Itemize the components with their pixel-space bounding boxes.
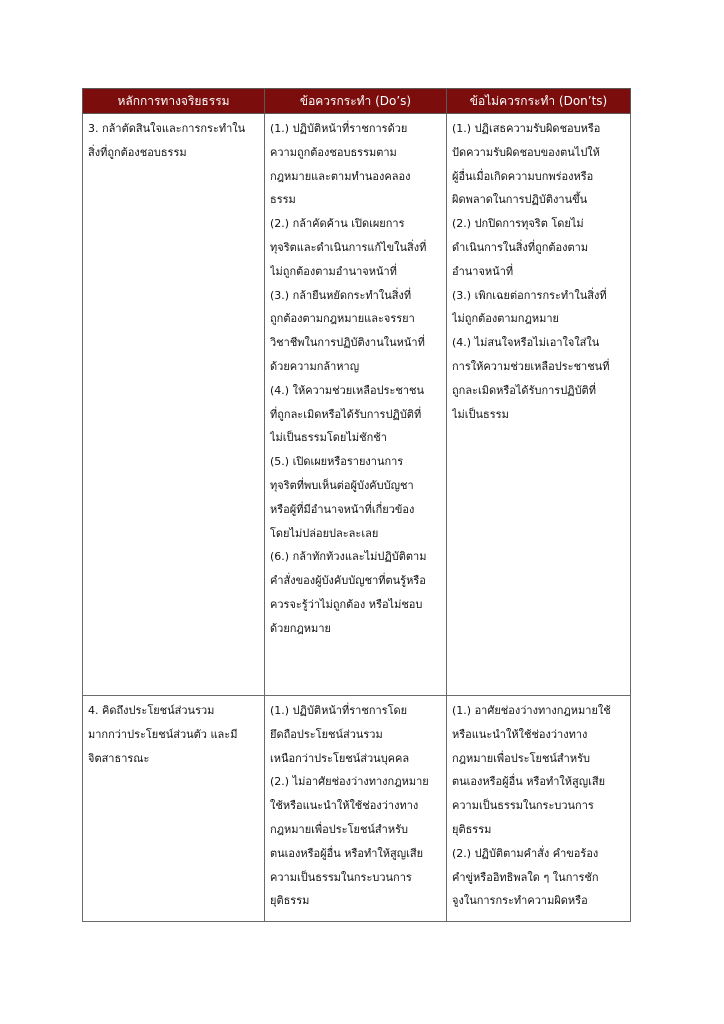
text-line: อำนาจหน้าที่	[452, 264, 514, 278]
table-header-row	[83, 89, 631, 114]
text-line: ที่ถูกละเมิดหรือได้รับการปฏิบัติที่	[270, 407, 422, 421]
text-line: ผิดพลาดในการปฏิบัติงานขึ้น	[452, 193, 588, 207]
text-line: (2.) กล้าคัดค้าน เปิดเผยการ	[270, 217, 405, 231]
text-line: (2.) ปฏิบัติตามคำสั่ง คำขอร้อง	[452, 846, 599, 860]
text-line: ผู้อื่นเมื่อเกิดความบกพร่องหรือ	[452, 169, 594, 183]
text-line: ตนเองหรือผู้อื่น หรือทำให้สูญเสีย	[270, 846, 424, 860]
text-line: (2.) ไม่อาศัยช่องว่างทางกฎหมาย	[270, 775, 429, 789]
principle-cell	[83, 696, 265, 922]
text-line: (2.) ปกปิดการทุจริต โดยไม่	[452, 217, 584, 231]
text-line: คำสั่งของผู้บังคับบัญชาที่ตนรู้หรือ	[270, 574, 426, 588]
text-line: ไม่เป็นธรรมโดยไม่ชักช้า	[270, 431, 387, 445]
dos-cell	[265, 114, 447, 696]
text-line: ความเป็นธรรมในกระบวนการ	[270, 870, 412, 884]
text-line: ด้วยความกล้าหาญ	[270, 359, 360, 373]
text-line: เหนือกว่าประโยชน์ส่วนบุคคล	[270, 751, 410, 765]
text-line: ถูกละเมิดหรือได้รับการปฏิบัติที่	[452, 383, 596, 397]
text-line: (1.) อาศัยช่องว่างทางกฎหมายใช้	[452, 704, 611, 717]
text-line: ความเป็นธรรมในกระบวนการ	[452, 799, 594, 813]
text-line: กฎหมายและตามทำนองคลอง	[270, 169, 411, 183]
text-line: ความถูกต้องชอบธรรมตาม	[270, 145, 397, 159]
donts-cell	[447, 114, 631, 696]
text-line: (1.) ปฏิบัติหน้าที่ราชการโดย	[270, 704, 408, 717]
text-line: มากกว่าประโยชน์ส่วนตัว และมี	[88, 727, 238, 741]
text-line: (3.) เพิกเฉยต่อการกระทำในสิ่งที่	[452, 288, 607, 302]
text-line: ปัดความรับผิดชอบของตนไปให้	[452, 145, 600, 159]
text-line: คำขู่หรืออิทธิพลใด ๆ ในการชัก	[452, 870, 599, 884]
principle-cell	[83, 114, 265, 696]
text-line: ยุติธรรม	[270, 894, 310, 908]
text-line: วิชาชีพในการปฏิบัติงานในหน้าที่	[270, 336, 425, 350]
text-line: ควรจะรู้ว่าไม่ถูกต้อง หรือไม่ชอบ	[270, 597, 423, 611]
header-principle: หลักการทางจริยธรรม	[83, 89, 265, 114]
text-line: ธรรม	[270, 193, 296, 207]
text-line: โดยไม่ปล่อยปละละเลย	[270, 526, 379, 540]
text-line: (1.) ปฏิบัติหน้าที่ราชการด้วย	[270, 122, 408, 135]
text-line: ใช้หรือแนะนำให้ใช้ช่องว่างทาง	[270, 799, 419, 813]
table-row	[83, 114, 631, 696]
text-line: กฎหมายเพื่อประโยชน์สำหรับ	[452, 751, 590, 765]
text-line: ไม่ถูกต้องตามอำนาจหน้าที่	[270, 264, 397, 278]
text-line: ยึดถือประโยชน์ส่วนรวม	[270, 727, 383, 741]
donts-cell	[447, 696, 631, 922]
text-line: ดำเนินการในสิ่งที่ถูกต้องตาม	[452, 240, 589, 254]
text-line: 3. กล้าตัดสินใจและการกระทำใน	[88, 122, 246, 135]
table-row	[83, 696, 631, 922]
text-line: 4. คิดถึงประโยชน์ส่วนรวม	[88, 704, 215, 717]
text-line: จูงในการกระทำความผิดหรือ	[452, 894, 588, 908]
text-line: หรือผู้ที่มีอำนาจหน้าที่เกี่ยวข้อง	[270, 502, 415, 516]
text-line: หรือแนะนำให้ใช้ช่องว่างทาง	[452, 727, 588, 741]
text-line: จิตสาธารณะ	[88, 751, 150, 765]
text-line: ทุจริตที่พบเห็นต่อผู้บังคับบัญชา	[270, 478, 414, 492]
ethics-table	[82, 88, 631, 922]
text-line: (4.) ไม่สนใจหรือไม่เอาใจใส่ใน	[452, 336, 600, 350]
text-line: กฎหมายเพื่อประโยชน์สำหรับ	[270, 822, 408, 836]
text-line: ถูกต้องตามกฎหมายและจรรยา	[270, 312, 415, 326]
text-line: ด้วยกฎหมาย	[270, 621, 331, 635]
text-line: (5.) เปิดเผยหรือรายงานการ	[270, 455, 404, 469]
text-line: สิ่งที่ถูกต้องชอบธรรม	[88, 145, 187, 159]
text-line: การให้ความช่วยเหลือประชาชนที่	[452, 359, 610, 373]
text-line: (1.) ปฏิเสธความรับผิดชอบหรือ	[452, 122, 601, 135]
text-line: ตนเองหรือผู้อื่น หรือทำให้สูญเสีย	[452, 775, 606, 789]
text-line: (3.) กล้ายืนหยัดกระทำในสิ่งที่	[270, 288, 412, 302]
text-line: (6.) กล้าทักท้วงและไม่ปฏิบัติตาม	[270, 550, 427, 564]
text-line: ไม่ถูกต้องตามกฎหมาย	[452, 312, 559, 326]
header-donts: ข้อไม่ควรกระทำ (Don’ts)	[447, 89, 631, 114]
text-line: ยุติธรรม	[452, 822, 492, 836]
header-dos: ข้อควรกระทำ (Do’s)	[265, 89, 447, 114]
text-line: ทุจริตและดำเนินการแก้ไขในสิ่งที่	[270, 240, 427, 254]
dos-cell	[265, 696, 447, 922]
text-line: ไม่เป็นธรรม	[452, 407, 509, 421]
text-line: (4.) ให้ความช่วยเหลือประชาชน	[270, 383, 425, 397]
